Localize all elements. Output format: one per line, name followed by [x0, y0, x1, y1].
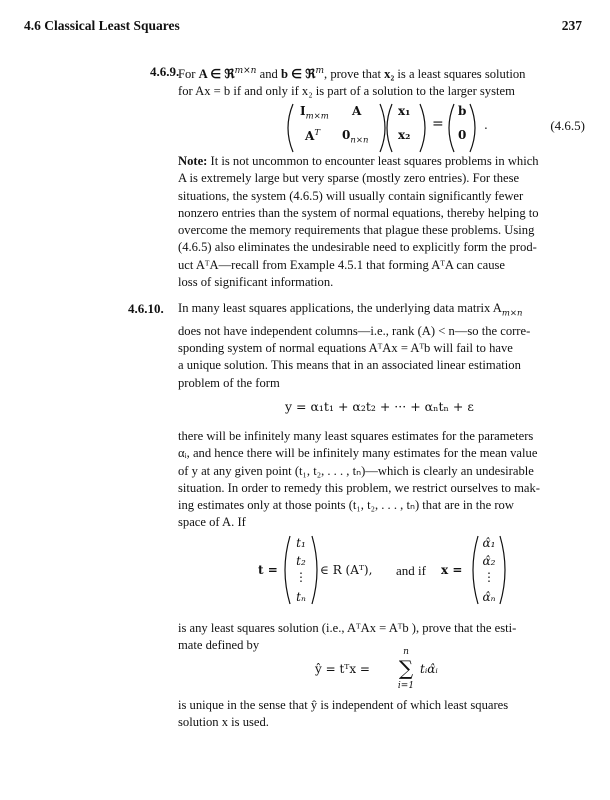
intro-text: and: [256, 67, 281, 82]
body-line: ing estimates only at those points (t₁, t₂, . . . , tₙ) that are in the row: [178, 498, 514, 513]
rhs-b: b: [458, 104, 467, 118]
vector-x2: x₂: [398, 128, 411, 142]
row-space-membership: ∈ R (Aᵀ),: [320, 563, 373, 577]
task-line: is any least squares solution (i.e., AᵀAx = Aᵀb ), prove that the esti-: [178, 621, 517, 635]
t-entry: t₂: [296, 554, 306, 568]
note-line: A is extremely large but very sparse (mostly zero entries). For these: [178, 171, 520, 186]
estimate-lhs: ŷ = tᵀx =: [315, 662, 370, 676]
block-zero: $0_{n\times n}$: [342, 128, 369, 146]
intro-line: sponding system of normal equations AᵀAx = Aᵀb will fail to have: [178, 341, 513, 356]
math-sup: m: [315, 66, 325, 76]
intro-text: , prove that: [324, 67, 385, 82]
math-A-in-R: A ∈ ℜ: [198, 67, 235, 82]
vector-x1: x₁: [398, 104, 411, 118]
note-line: nonzero entries than the system of normal equations, thereby helping to: [178, 205, 539, 220]
page-number: 237: [561, 18, 582, 33]
t-entry-dots: ⋮: [295, 570, 307, 584]
task-line: mate defined by: [178, 638, 260, 653]
intro-line: problem of the form: [178, 375, 280, 390]
note-line: loss of significant information.: [178, 275, 334, 290]
intro-line-2: for Ax = b if and only if x₂ is part of a solution to the larger system: [178, 84, 515, 99]
sum-upper-limit: n: [403, 647, 409, 657]
conclusion-line: is unique in the sense that ŷ is independent of which least squares: [178, 698, 509, 712]
x-entry: α̂₂: [482, 554, 496, 568]
note-line: (4.6.5) also eliminates the undesirable need to explicitly form the prod-: [178, 240, 537, 255]
exercise-number-4-6-9: 4.6.9.: [150, 64, 180, 79]
body-line: of y at any given point (t₁, t₂, . . . , tₙ)—which is clearly an undesirable: [178, 463, 534, 478]
intro-line: does not have independent columns—i.e., rank (A) < n—so the corre-: [178, 323, 531, 338]
note-line: It is not uncommon to encounter least squares problems in which: [210, 154, 539, 168]
conclusion-line: solution x is used.: [178, 715, 269, 730]
intro-text: For: [178, 67, 199, 82]
x-entry: α̂ₙ: [482, 590, 496, 604]
sum-symbol: ∑: [398, 656, 414, 680]
block-A: A: [352, 104, 362, 118]
linear-model-equation: y = α₁t₁ + α₂t₂ + ··· + αₙtₙ + ε: [285, 399, 474, 414]
x-entry-dots: ⋮: [483, 570, 495, 584]
and-if-text: and if: [396, 563, 426, 578]
intro-line: In many least squares applications, the underlying data matrix A: [178, 301, 502, 315]
math-sup: m×n: [234, 66, 257, 76]
t-label: t =: [258, 563, 278, 577]
exercise-4-6-10-intro: [178, 300, 588, 392]
note-line: overcome the memory requirements that plague these problems. Using: [178, 223, 535, 238]
t-entry: tₙ: [296, 590, 306, 604]
exercise-4-6-10-task: [178, 620, 588, 655]
x-label: x =: [441, 563, 463, 577]
block-identity: $I_{m\times m}$: [300, 104, 329, 122]
equals-sign: =: [432, 116, 444, 132]
body-line: αᵢ, and hence there will be infinitely many estimates for the mean value: [178, 446, 538, 461]
data-matrix-subscript: m×n: [501, 308, 523, 319]
math-b-in-R: b ∈ ℜ: [280, 67, 316, 82]
note-line: situations, the system (4.6.5) will usually contain significantly fewer: [178, 188, 524, 203]
math-x2: x₂: [384, 67, 395, 82]
note-paragraph: [178, 153, 588, 291]
period: .: [484, 118, 488, 132]
exercise-number-4-6-10: 4.6.10.: [128, 301, 164, 316]
body-line: space of A. If: [178, 515, 246, 530]
rhs-zero: 0: [458, 128, 467, 142]
intro-line: a unique solution. This means that in an associated linear estimation: [178, 358, 521, 373]
equation-label: (4.6.5): [550, 118, 585, 133]
sum-lower-limit: i=1: [397, 681, 415, 691]
exercise-4-6-10-conclusion: [178, 697, 588, 732]
body-line: situation. In order to remedy this problem, we restrict ourselves to mak-: [178, 480, 540, 495]
block-A-transpose: $A^T$: [305, 128, 320, 143]
sum-term: tᵢα̂ᵢ: [420, 662, 438, 676]
running-header: [16, 18, 594, 36]
body-line: there will be infinitely many least squares estimates for the parameters: [178, 429, 534, 443]
x-entry: α̂₁: [482, 536, 496, 550]
note-line: uct AᵀA—recall from Example 4.5.1 that forming AᵀA can cause: [178, 257, 506, 272]
intro-text: is a least squares solution: [394, 67, 526, 82]
section-title: 4.6 Classical Least Squares: [24, 18, 180, 33]
exercise-4-6-9-intro: [178, 63, 588, 101]
t-entry: t₁: [296, 536, 306, 550]
exercise-4-6-10-body: [178, 428, 588, 532]
note-label: Note:: [178, 154, 208, 168]
